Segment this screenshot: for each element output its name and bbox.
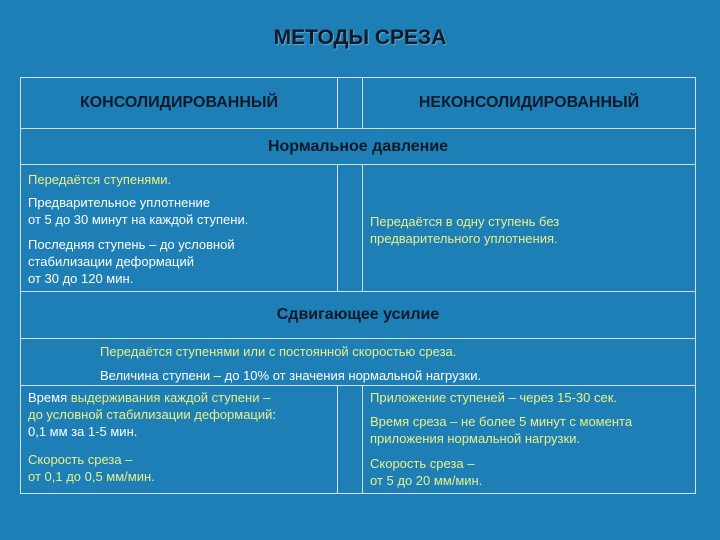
shear-force-common-cell — [20, 338, 696, 386]
column-header-consolidated-label: КОНСОЛИДИРОВАННЫЙ — [79, 94, 279, 111]
normal-pressure-right-cell — [362, 164, 696, 292]
np-left-precompaction-2: от 5 до 30 минут на каждой ступени. — [28, 212, 249, 227]
sf-left-speed-1: Скорость среза – — [28, 452, 133, 467]
sf-right-speed-1: Скорость среза – — [370, 456, 475, 471]
shear-force-right-cell — [362, 385, 696, 494]
normal-pressure-spacer — [337, 164, 363, 292]
sf-left-time-2 — [28, 407, 276, 423]
shear-force-spacer — [337, 385, 363, 494]
np-left-precompaction-1: Предварительное уплотнение — [28, 195, 211, 210]
section-shear-force-label: Сдвигающее усилие — [276, 306, 440, 323]
sf-left-time-line2: до условной стабилизации деформаций — [28, 407, 273, 422]
sf-left-time-1 — [28, 390, 270, 406]
sf-left-time-3: 0,1 мм за 1-5 мин. — [28, 424, 138, 439]
np-right-1: Передаётся в одну ступень без — [370, 214, 560, 229]
sf-right-time-1: Время среза – не более 5 минут с момента — [370, 414, 633, 429]
sf-left-time-colon: : — [272, 407, 277, 422]
column-header-unconsolidated — [362, 77, 696, 129]
column-header-spacer — [337, 77, 363, 129]
sf-right-time-2: приложения нормальной нагрузки. — [370, 431, 581, 446]
column-header-unconsolidated-label: НЕКОНСОЛИДИРОВАННЫЙ — [418, 94, 640, 111]
np-left-last-1: Последняя ступень – до условной — [28, 237, 235, 252]
column-header-consolidated — [20, 77, 338, 129]
normal-pressure-left-cell — [20, 164, 338, 292]
sf-right-speed-2: от 5 до 20 мм/мин. — [370, 473, 483, 488]
section-normal-pressure — [20, 128, 696, 165]
np-right-2: предварительного уплотнения. — [370, 231, 558, 246]
sf-left-time-prefix: Время — [28, 390, 71, 405]
sf-common-2: Величина ступени – до 10% от значения нормальной нагрузки. — [100, 368, 482, 383]
page-title: МЕТОДЫ СРЕЗА — [273, 26, 447, 49]
sf-right-apply: Приложение ступеней – через 15-30 сек. — [370, 390, 617, 405]
np-left-last-2: стабилизации деформаций — [28, 254, 194, 269]
section-shear-force — [20, 291, 696, 339]
shear-force-left-cell — [20, 385, 338, 494]
sf-left-time-highlight: выдерживания каждой ступени – — [70, 390, 271, 405]
sf-left-speed-2: от 0,1 до 0,5 мм/мин. — [28, 469, 155, 484]
np-left-step: Передаётся ступенями. — [28, 172, 172, 187]
sf-common-1: Передаётся ступенями или с постоянной скоростью среза. — [100, 344, 457, 359]
np-left-last-3: от 30 до 120 мин. — [28, 271, 134, 286]
section-normal-pressure-label: Нормальное давление — [267, 137, 449, 155]
